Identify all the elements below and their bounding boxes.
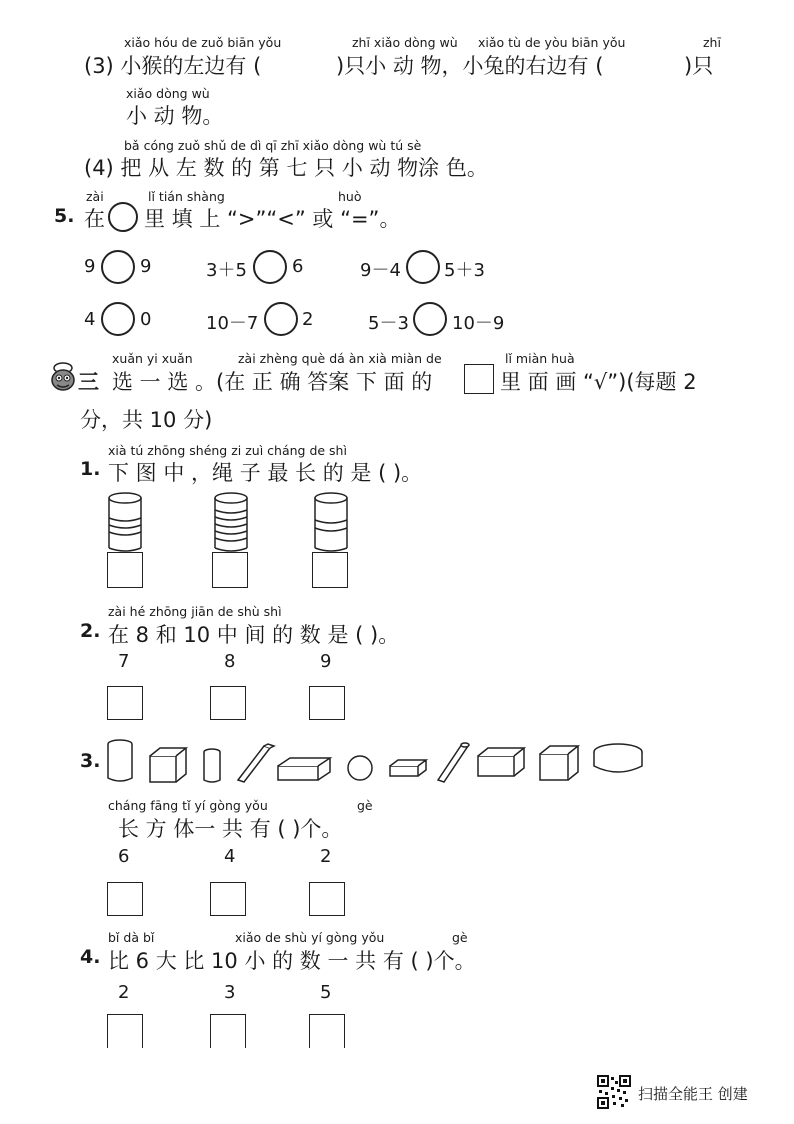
q3-pinyin-c: xiǎo tù de yòu biān yǒu	[478, 35, 626, 50]
s3q3-option-box-1[interactable]	[107, 882, 143, 916]
section3-pinyin-a: xuǎn yi xuǎn	[112, 351, 193, 366]
chef-mascot-icon	[48, 362, 82, 392]
cube-icon	[150, 748, 186, 782]
s3q4-number: 4.	[80, 946, 101, 968]
s3q1-option-box-2[interactable]	[212, 552, 248, 588]
s3q4-text: 比 6 大 比 10 小 的 数 一 共 有 ( )个。	[108, 949, 476, 973]
rope-cylinder-1-icon	[105, 492, 145, 554]
footer-text: 扫描全能王 创建	[638, 1085, 748, 1103]
flat-cuboid-icon	[278, 758, 330, 780]
q5-r1-left-3: 9－4	[360, 260, 401, 281]
s3q1-pinyin: xià tú zhōng shéng zi zuì cháng de shì	[108, 443, 347, 458]
s3q3-pinyin-a: cháng fāng tǐ yí gòng yǒu	[108, 798, 268, 813]
s3q4-option-1: 2	[118, 982, 130, 1003]
section3-pinyin-c: lǐ miàn huà	[505, 351, 575, 366]
s3q4-pinyin-b: xiǎo de shù yí gòng yǒu	[235, 930, 385, 945]
small-cylinder-icon	[204, 749, 220, 782]
q3-pinyin-a: xiǎo hóu de zuǒ biān yǒu	[124, 35, 282, 50]
cube-icon	[540, 746, 578, 780]
s3q4-option-3: 5	[320, 982, 332, 1003]
s3q2-pinyin: zài hé zhōng jiān de shù shì	[108, 604, 282, 619]
q5-r2-left-2: 10－7	[206, 313, 259, 334]
s3q3-option-box-3[interactable]	[309, 882, 345, 916]
s3q2-option-box-1[interactable]	[107, 686, 143, 720]
q5-text-a: 在	[84, 207, 105, 231]
s3q4-option-box-3[interactable]	[309, 1014, 345, 1048]
qr-code-icon	[597, 1075, 631, 1109]
s3q2-option-box-3[interactable]	[309, 686, 345, 720]
q3-pinyin-b: zhī xiǎo dòng wù	[352, 35, 458, 50]
rope-cylinder-2-icon	[211, 492, 251, 554]
q5-number: 5.	[54, 205, 75, 227]
q5-pinyin-b: lǐ tián shàng	[148, 189, 225, 204]
section3-example-box	[464, 364, 494, 394]
q4-text: (4) 把 从 左 数 的 第 七 只 小 动 物涂 色。	[84, 156, 488, 180]
q5-r2-left-1: 4	[84, 309, 96, 330]
s3q1-option-box-3[interactable]	[312, 552, 348, 588]
s3q3-number: 3.	[80, 750, 101, 772]
q3-text-c: )只	[684, 54, 714, 78]
q5-r1-answer-circle-3[interactable]	[406, 250, 440, 284]
s3q2-option-box-2[interactable]	[210, 686, 246, 720]
q5-r2-answer-circle-3[interactable]	[413, 302, 447, 336]
q5-r2-left-3: 5－3	[368, 313, 409, 334]
q3-pinyin-d: zhī	[703, 35, 721, 50]
s3q3-option-2: 4	[224, 846, 236, 867]
q3-text-a: (3) 小猴的左边有 (	[84, 54, 262, 78]
s3q2-option-3: 9	[320, 651, 332, 672]
section3-text-c: 分，共 10 分)	[80, 408, 213, 432]
s3q4-pinyin-c: gè	[452, 930, 468, 945]
q5-r1-left-1: 9	[84, 256, 96, 277]
q3-pinyin-e: xiǎo dòng wù	[126, 86, 210, 101]
shape-row	[104, 738, 664, 788]
q5-pinyin-c: huò	[338, 189, 362, 204]
cuboid-icon	[478, 748, 524, 776]
q5-r1-answer-circle-1[interactable]	[101, 250, 135, 284]
s3q3-option-box-2[interactable]	[210, 882, 246, 916]
s3q4-option-box-2[interactable]	[210, 1014, 246, 1048]
s3q3-option-1: 6	[118, 846, 130, 867]
s3q1-number: 1.	[80, 458, 101, 480]
s3q1-text: 下 图 中 ，绳 子 最 长 的 是 ( )。	[108, 461, 423, 485]
s3q4-option-box-1[interactable]	[107, 1014, 143, 1048]
q5-r1-answer-circle-2[interactable]	[253, 250, 287, 284]
q5-text-b: 里 填 上 “>”“<” 或 “=”。	[144, 207, 401, 231]
s3q2-text: 在 8 和 10 中 间 的 数 是 ( )。	[108, 623, 400, 647]
q5-r1-left-2: 3＋5	[206, 260, 247, 281]
section3-pinyin-b: zài zhèng què dá àn xià miàn de	[238, 351, 442, 366]
s3q3-option-3: 2	[320, 846, 332, 867]
s3q3-text: 长 方 体一 共 有 ( )个。	[118, 817, 343, 841]
disc-cylinder-icon	[594, 744, 642, 772]
section3-text-b: 里 面 画 “√”)(每题 2	[500, 370, 697, 394]
s3q2-number: 2.	[80, 620, 101, 642]
rod-icon	[238, 744, 274, 782]
q5-r1-right-3: 5＋3	[444, 260, 485, 281]
s3q2-option-1: 7	[118, 651, 130, 672]
rope-cylinder-3-icon	[311, 492, 351, 554]
section3-text-a: 选 一 选 。(在 正 确 答案 下 面 的	[112, 370, 433, 394]
cylinder-icon	[108, 740, 132, 781]
s3q2-option-2: 8	[224, 651, 236, 672]
q5-r2-right-2: 2	[302, 309, 314, 330]
q5-r1-right-1: 9	[140, 256, 152, 277]
long-cylinder-icon	[438, 743, 469, 782]
q5-r1-right-2: 6	[292, 256, 304, 277]
q5-r2-right-3: 10－9	[452, 313, 505, 334]
s3q1-option-box-1[interactable]	[107, 552, 143, 588]
q5-r2-right-1: 0	[140, 309, 152, 330]
sphere-icon	[348, 756, 372, 780]
q5-r2-answer-circle-1[interactable]	[101, 302, 135, 336]
s3q4-option-2: 3	[224, 982, 236, 1003]
q5-r2-answer-circle-2[interactable]	[264, 302, 298, 336]
q5-example-circle	[108, 202, 138, 232]
small-cuboid-icon	[390, 760, 426, 776]
q3-text-d: 小 动 物。	[126, 104, 224, 128]
q4-pinyin: bǎ cóng zuǒ shǔ de dì qī zhī xiǎo dòng wù tú sè	[124, 138, 422, 153]
s3q4-pinyin-a: bǐ dà bǐ	[108, 930, 155, 945]
s3q3-pinyin-b: gè	[357, 798, 373, 813]
q3-text-b: )只小 动 物，小兔的右边有 (	[336, 54, 604, 78]
section3-label: 三	[78, 370, 99, 394]
q5-pinyin-a: zài	[86, 189, 104, 204]
